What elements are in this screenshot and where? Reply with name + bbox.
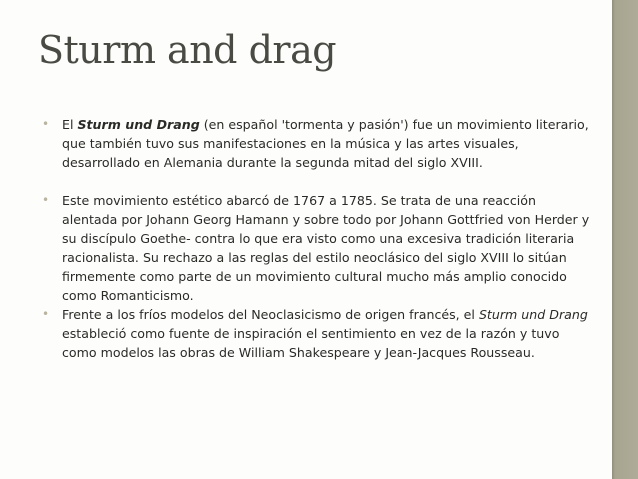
slide-body: [42, 115, 590, 362]
slide-title: Sturm and drag: [38, 28, 337, 72]
bullet-icon: •: [42, 117, 50, 131]
bullet-3-term: Sturm und Drang: [478, 307, 588, 322]
side-decoration-bar: [612, 0, 638, 479]
bullet-2-text: Este movimiento estético abarcó de 1767 a 1785. Se trata de una reacción alentada por Johann Georg Hamann y sobre todo por Johann Gottfried von Herder y su discípulo Goethe- contra lo que era visto como una excesiva tradición literaria racionalista. Su rechazo a las reglas del estilo neoclásico del siglo XVIII lo sitúan firmemente como parte de un movimiento cultural mucho más amplio conocido como Romanticismo.: [62, 193, 590, 303]
bullet-1-term: Sturm und Drang: [77, 117, 200, 132]
bullet-icon: •: [42, 307, 50, 321]
bullet-item-1: [42, 115, 590, 172]
bullet-3-text: estableció como fuente de inspiración el sentimiento en vez de la razón y tuvo como modelos las obras de William Shakespeare y Jean-Jacques Rousseau.: [62, 326, 560, 360]
bullet-item-3: [42, 305, 590, 362]
bullet-3-prefix: Frente a los fríos modelos del Neoclasicismo de origen francés, el: [62, 307, 479, 322]
bullet-item-2: [42, 191, 590, 305]
bullet-icon: •: [42, 193, 50, 207]
bullet-1-prefix: El: [62, 117, 78, 132]
bullet-1-text: (en español 'tormenta y pasión') fue un movimiento literario, que también tuvo sus manifestaciones en la música y las artes visuales, desarrollado en Alemania durante la segunda mitad del siglo XVIII.: [62, 117, 589, 170]
